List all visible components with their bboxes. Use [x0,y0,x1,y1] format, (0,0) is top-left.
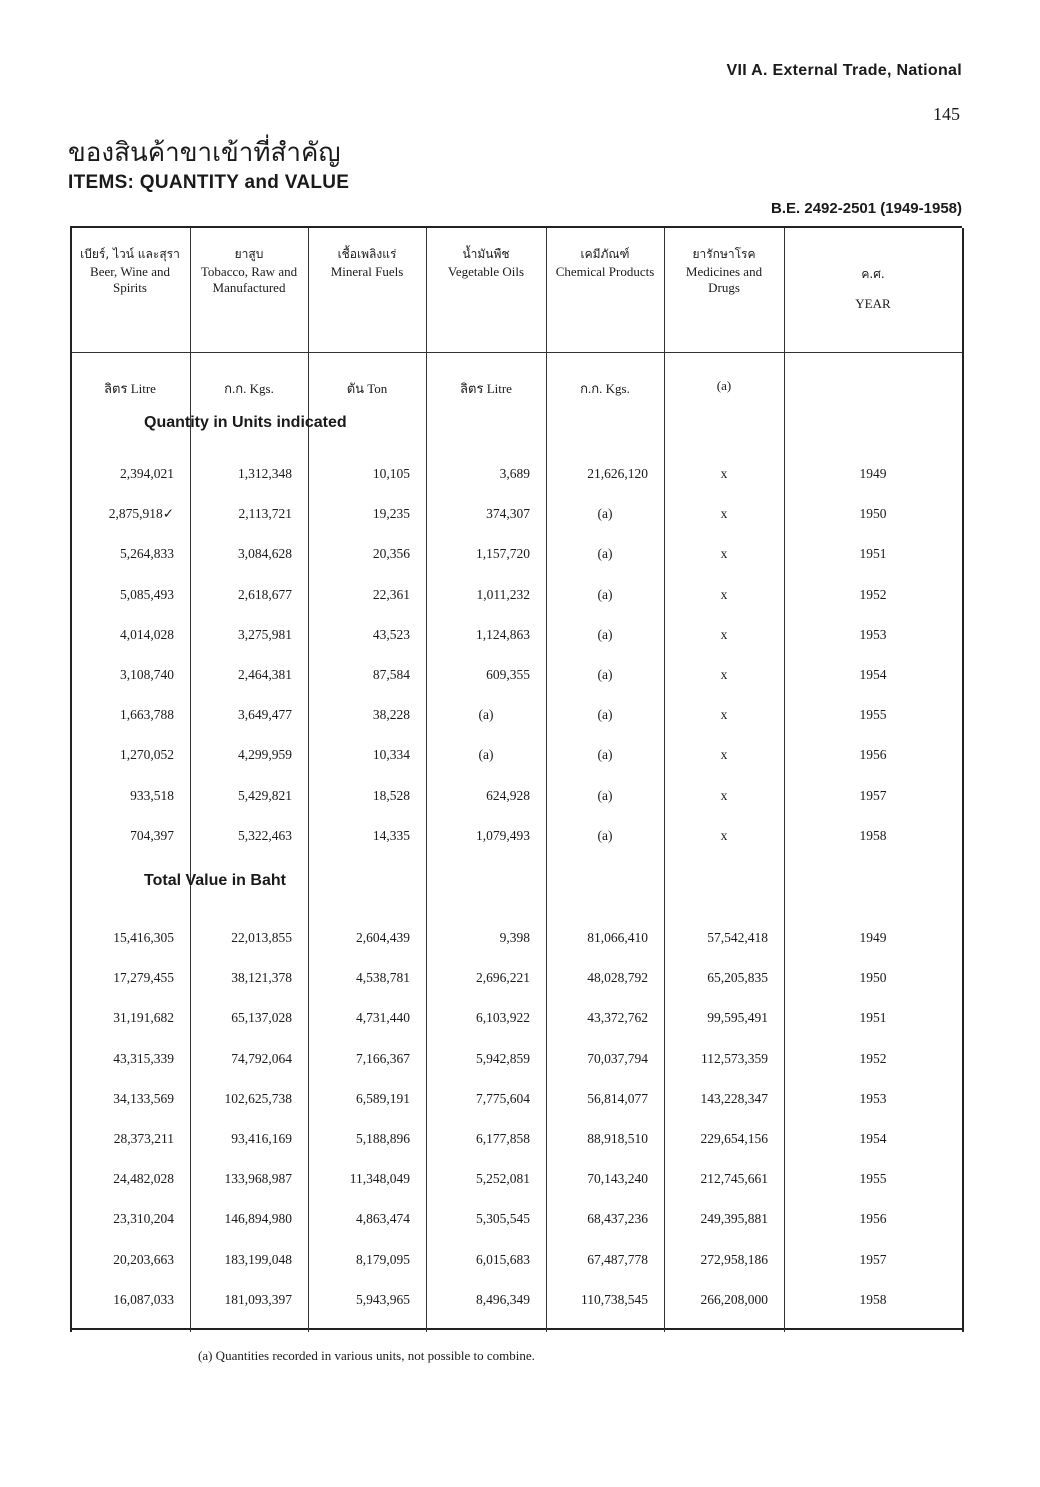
table-cell: 8,496,349 [476,1291,530,1307]
table-cell: 3,084,628 [238,546,292,562]
table-cell: 68,437,236 [587,1211,648,1227]
unit-label: ตัน Ton [346,381,388,396]
column-header [784,246,962,312]
column-header [308,246,426,280]
column-header-english: Mineral Fuels [330,264,404,279]
column-header [190,246,308,296]
unit-label: ลิตร Litre [104,381,156,396]
table-cell: 3,649,477 [238,707,292,723]
table-cell: 4,299,959 [238,747,292,763]
column-header-english: Medicines and Drugs [685,264,763,295]
column-header-thai: เบียร์, ไวน์ และสุรา [80,247,180,261]
section-label: Quantity in Units indicated [144,414,347,431]
year-cell: 1958 [859,827,887,843]
table-cell: 6,589,191 [356,1090,410,1106]
table-cell: 5,264,833 [120,546,174,562]
table-cell: 374,307 [486,506,530,522]
table-cell: 15,416,305 [113,930,174,945]
unit-label: (a) [716,378,732,393]
header-rule [70,352,962,353]
table-cell: 28,373,211 [113,1131,174,1146]
table-cell: 1,663,788 [120,707,174,723]
table-cell: 10,334 [372,747,410,763]
table-cell: 3,108,740 [120,667,174,682]
table-cell: 3,689 [499,466,530,481]
table-cell: 2,604,439 [356,930,410,945]
table-cell: 1,157,720 [476,546,530,562]
table-cell: 43,523 [372,626,410,642]
table-cell: x [720,586,728,602]
column-header-english: Beer, Wine and Spirits [90,264,170,295]
table-cell: 2,464,381 [238,667,292,682]
year-cell: 1956 [859,747,887,763]
table-cell: 1,124,863 [476,626,530,642]
footnote: (a) Quantities recorded in various units, not possible to combine. [198,1348,535,1363]
table-cell: 57,542,418 [707,930,768,945]
table-cell: x [720,747,728,763]
year-cell: 1952 [859,586,887,602]
table-cell: (a) [478,707,494,723]
year-cell: 1951 [859,1010,887,1026]
table-cell: 24,482,028 [113,1171,174,1187]
table-cell: 38,121,378 [231,970,292,986]
year-cell: 1949 [859,930,887,945]
table-cell: 5,188,896 [356,1131,410,1146]
table-cell: 43,372,762 [587,1010,648,1026]
table-cell: 624,928 [486,787,530,803]
table-cell: 67,487,778 [587,1251,648,1267]
table-cell: 1,312,348 [238,466,292,481]
table-cell: 4,538,781 [356,970,410,986]
table-cell: 88,918,510 [587,1131,648,1146]
table-cell: 18,528 [372,787,410,803]
table-cell: 609,355 [486,667,530,682]
table-cell: (a) [597,707,613,723]
table-cell: 4,014,028 [120,626,174,642]
table-cell: 266,208,000 [700,1291,768,1307]
table-cell: 272,958,186 [700,1251,768,1267]
table-cell: 6,103,922 [476,1010,530,1026]
table-cell: 22,013,855 [231,930,292,945]
table-cell: 6,177,858 [476,1131,530,1146]
table-cell: x [720,667,728,682]
table-cell: 99,595,491 [707,1010,768,1026]
column-header [546,246,664,280]
table-cell: 181,093,397 [224,1291,292,1307]
year-cell: 1958 [859,1291,887,1307]
year-cell: 1953 [859,626,887,642]
year-cell: 1951 [859,546,887,562]
year-cell: 1956 [859,1211,887,1227]
date-range: B.E. 2492-2501 (1949-1958) [771,200,962,217]
table-cell: (a) [597,546,613,562]
table-cell: x [720,827,728,843]
table-cell: 112,573,359 [701,1050,768,1066]
table-cell: 7,775,604 [476,1090,530,1106]
table-cell: 16,087,033 [113,1291,174,1307]
table-cell: (a) [597,506,613,522]
table-cell: 5,305,545 [476,1211,530,1227]
unit-label: ก.ก. Kgs. [224,381,274,396]
table-cell: 20,203,663 [113,1251,174,1267]
column-header [664,246,784,296]
table-cell: 34,133,569 [113,1090,174,1106]
table-cell: 65,205,835 [707,970,768,986]
section-label: Total Value in Baht [144,872,286,889]
table-cell: 6,015,683 [476,1251,530,1267]
table-cell: 2,394,021 [120,466,174,481]
column-header-english: YEAR [855,296,891,311]
table-cell: 1,011,232 [476,586,530,602]
table-cell: 7,166,367 [356,1050,410,1066]
table-cell: (a) [597,667,613,682]
column-header [70,246,190,296]
year-cell: 1954 [859,667,887,682]
column-header-thai: เชื้อเพลิงแร่ [337,247,397,261]
year-cell: 1955 [859,707,887,723]
table-cell: 2,113,721 [238,506,292,522]
column-rule [962,228,964,1332]
table-cell: 110,738,545 [581,1291,648,1307]
unit-label: ก.ก. Kgs. [580,381,630,396]
table-cell: 23,310,204 [113,1211,174,1227]
table-cell: 183,199,048 [224,1251,292,1267]
table-cell: 2,875,918✓ [108,506,174,522]
table-cell: 212,745,661 [700,1171,768,1187]
unit-label: ลิตร Litre [460,381,512,396]
column-header-english: Vegetable Oils [447,264,525,279]
section-heading: VII A. External Trade, National [726,62,962,79]
column-header-thai: น้ำมันพืช [462,247,510,261]
column-rule [784,228,785,1332]
table-cell: 38,228 [372,707,410,723]
table-cell: 143,228,347 [700,1090,768,1106]
table-cell: (a) [478,747,494,763]
table-cell: 2,618,677 [238,586,292,602]
table-cell: 4,731,440 [356,1010,410,1026]
table-cell: 21,626,120 [587,466,648,481]
title-thai: ของสินค้าขาเข้าที่สำคัญ [68,138,341,168]
year-cell: 1952 [859,1050,887,1066]
year-cell: 1953 [859,1090,887,1106]
table-cell: (a) [597,626,613,642]
table-cell: x [720,546,728,562]
table-cell: 9,398 [499,930,530,945]
table-cell: 2,696,221 [476,970,530,986]
table-cell: 5,942,859 [476,1050,530,1066]
table-cell: 70,037,794 [587,1050,648,1066]
table-cell: 5,252,081 [476,1171,530,1187]
table-cell: 93,416,169 [231,1131,292,1146]
table-cell: 20,356 [372,546,410,562]
table-cell: 5,322,463 [238,827,292,843]
table-cell: 70,143,240 [587,1171,648,1187]
table-cell: x [720,466,728,481]
table-cell: x [720,506,728,522]
column-header-thai: ยาสูบ [234,247,264,261]
table-cell: (a) [597,827,613,843]
column-header-english: Chemical Products [555,264,655,279]
year-cell: 1950 [859,970,887,986]
year-cell: 1950 [859,506,887,522]
year-cell: 1957 [859,787,887,803]
table-cell: 3,275,981 [238,626,292,642]
table-cell: 229,654,156 [700,1131,768,1146]
table-cell: 5,085,493 [120,586,174,602]
table-cell: 11,348,049 [349,1171,410,1187]
table-cell: 5,943,965 [356,1291,410,1307]
table-cell: 1,270,052 [120,747,174,763]
table-cell: 5,429,821 [238,787,292,803]
table-cell: 704,397 [130,827,174,843]
table-cell: 31,191,682 [113,1010,174,1026]
statistics-table [70,226,962,1330]
column-header-thai: ค.ศ. [861,267,885,281]
table-cell: 48,028,792 [587,970,648,986]
table-cell: 17,279,455 [113,970,174,986]
year-cell: 1957 [859,1251,887,1267]
title-english: ITEMS: QUANTITY and VALUE [68,172,350,193]
table-cell: x [720,707,728,723]
table-cell: 8,179,095 [356,1251,410,1267]
year-cell: 1955 [859,1171,887,1187]
table-cell: 1,079,493 [476,827,530,843]
page-number: 145 [933,104,960,124]
table-cell: x [720,787,728,803]
table-cell: (a) [597,586,613,602]
table-cell: 4,863,474 [356,1211,410,1227]
table-cell: 10,105 [372,466,410,481]
table-cell: 14,335 [372,827,410,843]
table-cell: 74,792,064 [231,1050,292,1066]
table-cell: 43,315,339 [113,1050,174,1066]
table-cell: (a) [597,747,613,763]
column-header [426,246,546,280]
table-cell: 146,894,980 [224,1211,292,1227]
table-cell: x [720,626,728,642]
table-cell: 133,968,987 [224,1171,292,1187]
table-cell: 65,137,028 [231,1010,292,1026]
table-cell: 56,814,077 [587,1090,648,1106]
year-cell: 1949 [859,466,887,481]
table-cell: 19,235 [372,506,410,522]
table-cell: (a) [597,787,613,803]
table-cell: 22,361 [372,586,410,602]
column-header-english: Tobacco, Raw and Manufactured [200,264,298,295]
table-cell: 933,518 [130,787,174,803]
table-cell: 102,625,738 [224,1090,292,1106]
column-header-thai: เคมีภัณฑ์ [580,247,630,261]
table-cell: 81,066,410 [587,930,648,945]
table-cell: 87,584 [372,667,410,682]
year-cell: 1954 [859,1131,887,1146]
column-header-thai: ยารักษาโรค [692,247,756,261]
table-cell: 249,395,881 [700,1211,768,1227]
